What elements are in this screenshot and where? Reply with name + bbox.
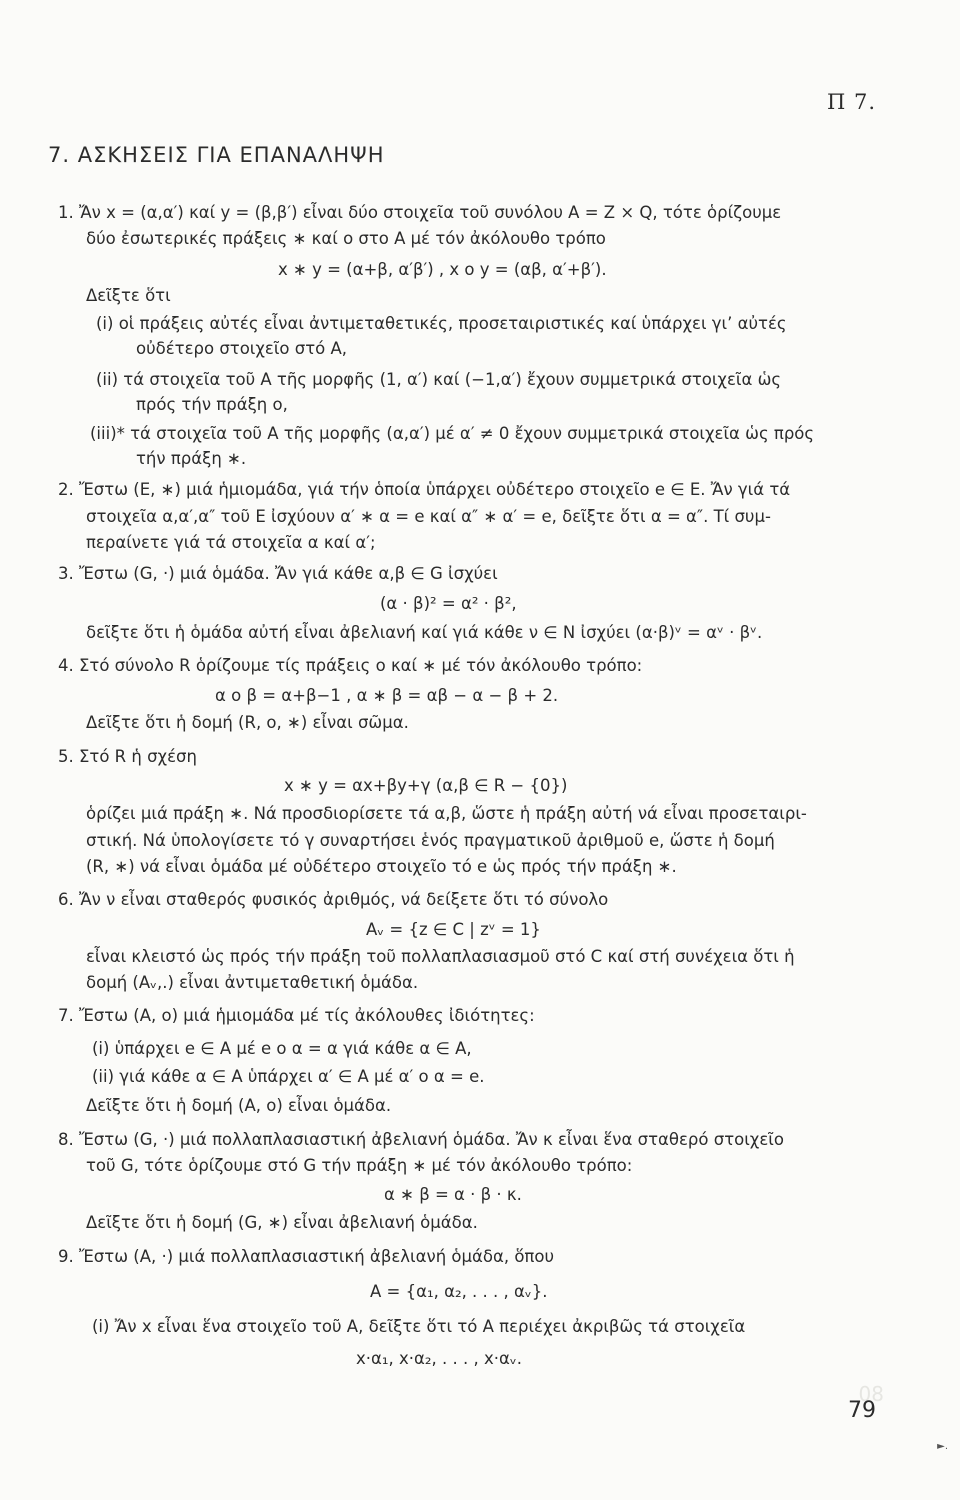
ex8-line-2: τοῦ G, τότε ὁρίζουμε στό G τήν πράξη ∗ μέ τόν ἀκόλουθο τρόπο: [86,1156,633,1175]
ex8-line-3: Δεῖξτε ὅτι ἡ δομή (G, ∗) εἶναι ἀβελιανή ὁμάδα. [86,1213,478,1232]
ex5-line-3: στική. Νά ὑπολογίσετε τό γ συναρτήσει ἑνός πραγματικοῦ ἀριθμοῦ e, ὥστε ἡ δομή [86,831,775,850]
ex6-line-1: 6. Ἄν ν εἶναι σταθερός φυσικός ἀριθμός, νά δείξετε ὅτι τό σύνολο [58,890,609,909]
ex4-line-1: 4. Στό σύνολο R ὁρίζουμε τίς πράξεις ο καί ∗ μέ τόν ἀκόλουθο τρόπο: [58,656,643,675]
ex1-show-that: Δεῖξτε ὅτι [86,286,171,305]
ex2-line-1: 2. Ἔστω (E, ∗) μιά ἡμιομάδα, γιά τήν ὁποία ὑπάρχει οὐδέτερο στοιχεῖο e ∈ E. Ἄν γιά τά [58,480,791,499]
page-number: 79 [848,1398,876,1423]
ex6-line-2: εἶναι κλειστό ὡς πρός τήν πράξη τοῦ πολλαπλασιασμοῦ στό C καί στή συνέχεια ὅτι ἡ [86,947,795,966]
ex1-line-2: δύο ἐσωτερικές πράξεις ∗ καί ο στο A μέ τόν ἀκόλουθο τρόπο [86,229,606,248]
ex1-part-i-cont: οὐδέτερο στοιχεῖο στό A, [136,339,348,358]
ex1-part-iii: (iii)* τά στοιχεῖα τοῦ A τῆς μορφῆς (α,α′) μέ α′ ≠ 0 ἔχουν συμμετρικά στοιχεῖα ὡς πρός [90,424,815,443]
ex8-formula: α ∗ β = α · β · κ. [384,1185,522,1204]
ex7-line-1: 7. Ἔστω (A, ο) μιά ἡμιομάδα μέ τίς ἀκόλουθες ἰδιότητες: [58,1006,535,1025]
ex1-part-ii: (ii) τά στοιχεῖα τοῦ A τῆς μορφῆς (1, α′) καί (−1,α′) ἔχουν συμμετρικά στοιχεῖα ὡς [96,370,782,389]
ex5-line-4: (R, ∗) νά εἶναι ὁμάδα μέ οὐδέτερο στοιχεῖο τό e ὡς πρός τήν πράξη ∗. [86,857,677,876]
ex9-line-1: 9. Ἔστω (A, ·) μιά πολλαπλασιαστική ἀβελιανή ὁμάδα, ὅπου [58,1247,555,1266]
running-head: Π 7. [826,90,876,114]
ex1-formula: x ∗ y = (α+β, α′β′) , x ο y = (αβ, α′+β′). [278,260,607,279]
ex8-line-1: 8. Ἔστω (G, ·) μιά πολλαπλασιαστική ἀβελιανή ὁμάδα. Ἄν κ εἶναι ἕνα σταθερό στοιχεῖο [58,1130,784,1149]
ex2-line-2: στοιχεῖα α,α′,α″ τοῦ E ἰσχύουν α′ ∗ α = e καί α″ ∗ α′ = e, δεῖξτε ὅτι α = α″. Τί συμ- [86,507,771,526]
ex5-line-1: 5. Στό R ἡ σχέση [58,747,197,766]
section-title: 7. ΑΣΚΗΣΕΙΣ ΓΙΑ ΕΠΑΝΑΛΗΨΗ [48,143,385,167]
ex1-line-1: 1. Ἄν x = (α,α′) καί y = (β,β′) εἶναι δύο στοιχεῖα τοῦ συνόλου A = Z × Q, τότε ὁρίζουμε [58,203,782,222]
ex3-line-1: 3. Ἔστω (G, ·) μιά ὁμάδα. Ἄν γιά κάθε α,β ∈ G ἰσχύει [58,564,498,583]
ex1-part-ii-cont: πρός τήν πράξη ο, [136,395,288,414]
ex1-part-iii-cont: τήν πράξη ∗. [136,449,247,468]
ex9-formula: A = {α₁, α₂, . . . , αᵥ}. [370,1282,548,1301]
ex4-line-2: Δεῖξτε ὅτι ἡ δομή (R, ο, ∗) εἶναι σῶμα. [86,713,409,732]
ex3-formula: (α · β)² = α² · β², [380,594,517,613]
ex5-formula: x ∗ y = αx+βy+γ (α,β ∈ R − {0}) [284,776,568,795]
ex6-formula: Aᵥ = {z ∈ C | zᵛ = 1} [366,920,541,939]
ex2-line-3: περαίνετε γιά τά στοιχεῖα α καί α′; [86,533,376,552]
ex9-formula-2: x·α₁, x·α₂, . . . , x·αᵥ. [356,1349,522,1368]
ex9-part-i: (i) Ἄν x εἶναι ἕνα στοιχεῖο τοῦ A, δεῖξτε ὅτι τό A περιέχει ἀκριβῶς τά στοιχεῖα [92,1317,746,1336]
ex7-part-i: (i) ὑπάρχει e ∈ A μέ e ο α = α γιά κάθε α ∈ A, [92,1039,472,1058]
ex7-line-2: Δεῖξτε ὅτι ἡ δομή (A, ο) εἶναι ὁμάδα. [86,1096,392,1115]
ex4-formula: α ο β = α+β−1 , α ∗ β = αβ − α − β + 2. [215,686,559,705]
ex6-line-3: δομή (Aᵥ,.) εἶναι ἀντιμεταθετική ὁμάδα. [86,973,419,992]
ex5-line-2: ὁρίζει μιά πράξη ∗. Νά προσδιορίσετε τά α,β, ὥστε ἡ πράξη αὐτή νά εἶναι προσεταιρι- [86,804,807,823]
ex7-part-ii: (ii) γιά κάθε α ∈ A ὑπάρχει α′ ∈ A μέ α′ ο α = e. [92,1067,485,1086]
ex3-line-2: δεῖξτε ὅτι ἡ ὁμάδα αὐτή εἶναι ἀβελιανή καί γιά κάθε ν ∈ N ἰσχύει (α·β)ᵛ = αᵛ · βᵛ. [86,623,763,642]
ex1-part-i: (i) οἱ πράξεις αὐτές εἶναι ἀντιμεταθετικές, προσεταιριστικές καί ὑπάρχει γι’ αὐτές [96,314,787,333]
corner-mark: ►. [937,1441,948,1452]
faded-number: 08 [858,1382,884,1406]
